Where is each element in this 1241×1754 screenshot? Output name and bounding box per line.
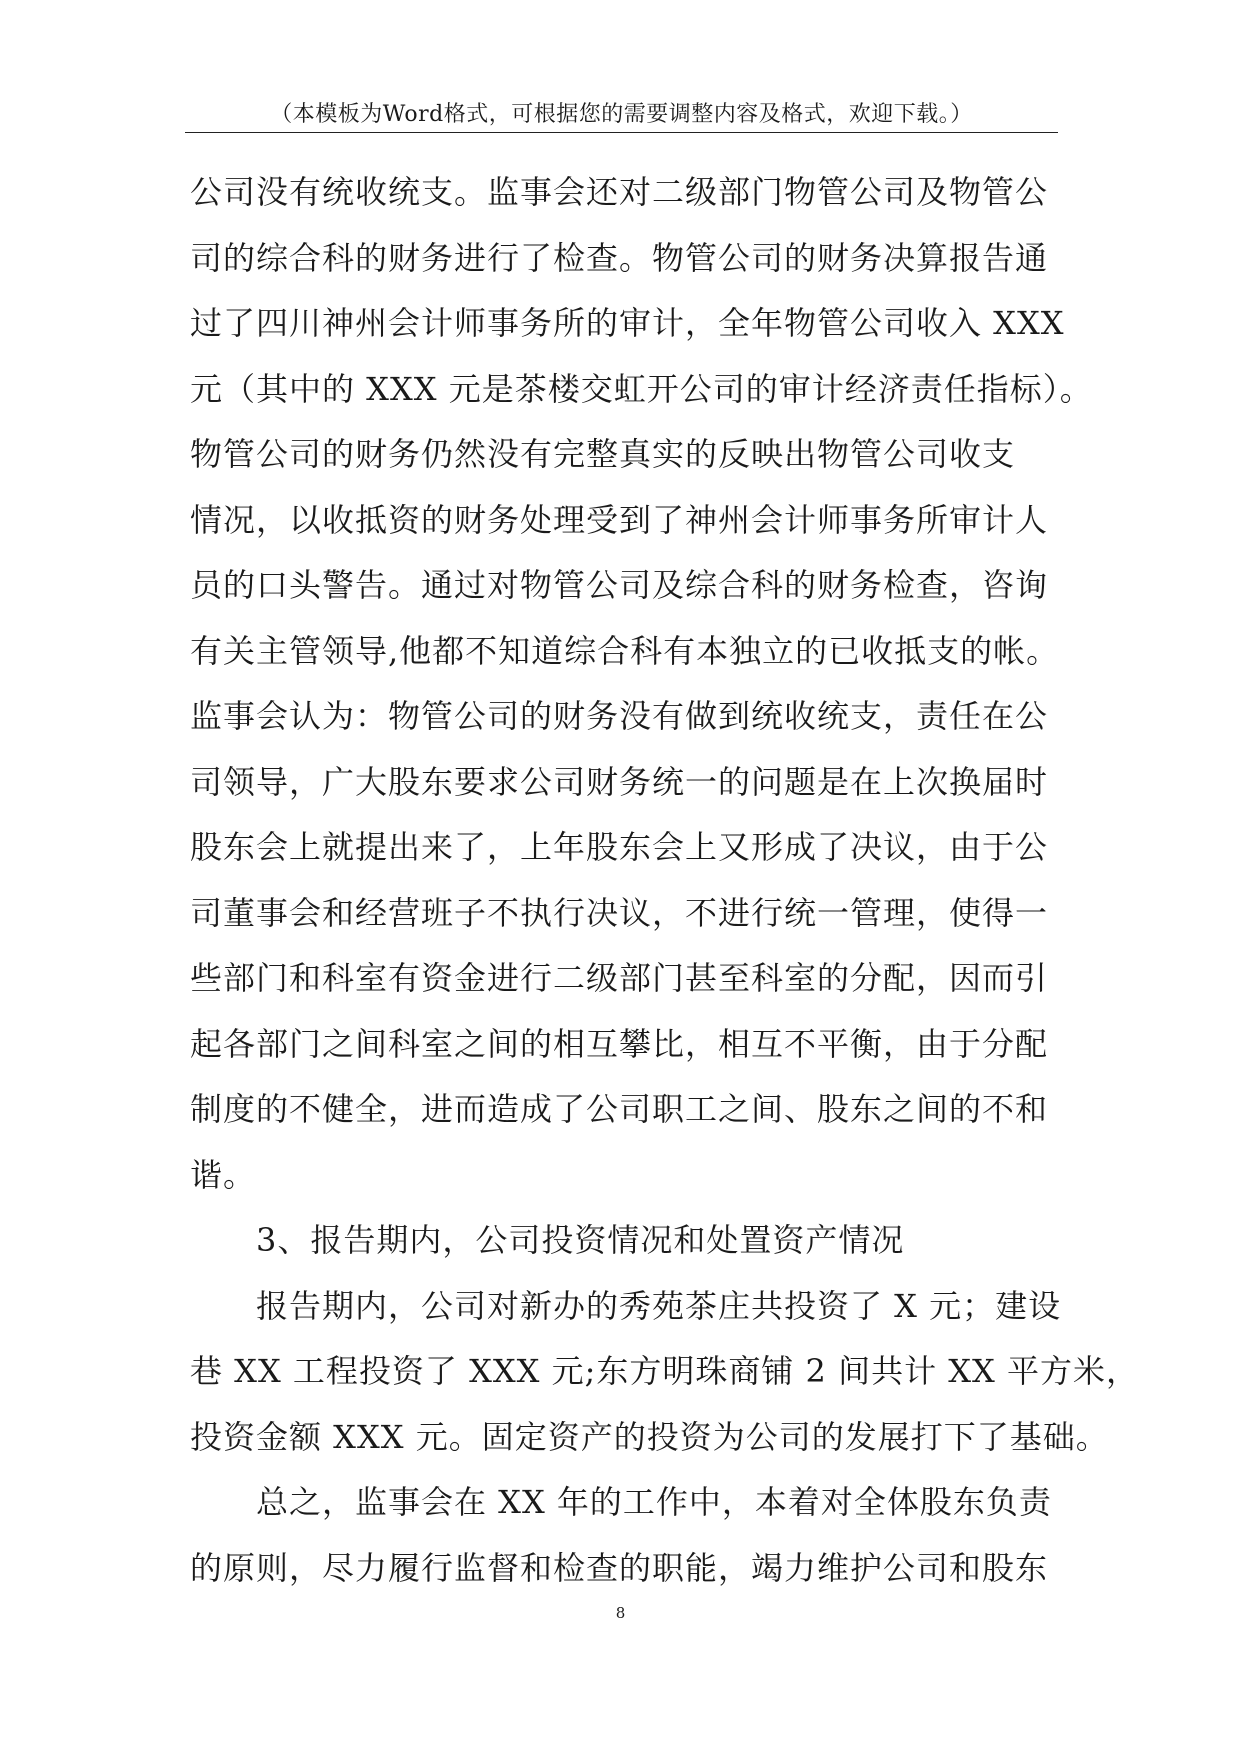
- body-line: 谐。: [190, 1155, 257, 1194]
- body-line: 报告期内，公司对新办的秀苑茶庄共投资了 X 元；建设: [256, 1286, 1062, 1325]
- template-header-note: （本模板为Word格式，可根据您的需要调整内容及格式，欢迎下载。）: [270, 102, 973, 127]
- document-body: [190, 160, 1139, 1601]
- body-line: 物管公司的财务仍然没有完整真实的反映出物管公司收支: [190, 435, 1016, 473]
- body-line: 的原则，尽力履行监督和检查的职能，竭力维护公司和股东: [190, 1548, 1049, 1587]
- body-line: 股东会上就提出来了，上年股东会上又形成了决议，由于公: [190, 828, 1049, 866]
- header-divider: [185, 132, 1058, 133]
- body-line: 制度的不健全，进而造成了公司职工之间、股东之间的不和: [190, 1090, 1049, 1128]
- body-line: 司的综合科的财务进行了检查。物管公司的财务决算报告通: [190, 238, 1049, 277]
- body-line: 有关主管领导,他都不知道综合科有本独立的已收抵支的帐。: [190, 631, 1060, 670]
- body-line: 司领导，广大股东要求公司财务统一的问题是在上次换届时: [190, 762, 1049, 801]
- body-line: 总之，监事会在 XX 年的工作中，本着对全体股东负责: [256, 1483, 1052, 1521]
- body-line: 元（其中的 XXX 元是茶楼交虹开公司的审计经济责任指标）。: [190, 369, 1093, 408]
- body-line: 起各部门之间科室之间的相互攀比，相互不平衡，由于分配: [190, 1024, 1049, 1063]
- body-line: 情况，以收抵资的财务处理受到了神州会计师事务所审计人: [190, 500, 1049, 539]
- body-line: 投资金额 XXX 元。固定资产的投资为公司的发展打下了基础。: [190, 1417, 1109, 1456]
- body-line: 些部门和科室有资金进行二级部门甚至科室的分配，因而引: [190, 959, 1049, 997]
- body-line: 监事会认为：物管公司的财务没有做到统收统支，责任在公: [190, 697, 1049, 735]
- page-number: 8: [615, 1604, 626, 1622]
- body-line: 巷 XX 工程投资了 XXX 元;东方明珠商铺 2 间共计 XX 平方米，: [190, 1352, 1139, 1390]
- body-line: 公司没有统收统支。监事会还对二级部门物管公司及物管公: [190, 173, 1049, 211]
- body-line: 过了四川神州会计师事务所的审计，全年物管公司收入 XXX: [190, 304, 1065, 342]
- section-heading: 3、报告期内，公司投资情况和处置资产情况: [256, 1221, 905, 1259]
- body-line: 员的口头警告。通过对物管公司及综合科的财务检查，咨询: [190, 566, 1049, 604]
- body-line: 司董事会和经营班子不执行决议，不进行统一管理，使得一: [190, 893, 1049, 932]
